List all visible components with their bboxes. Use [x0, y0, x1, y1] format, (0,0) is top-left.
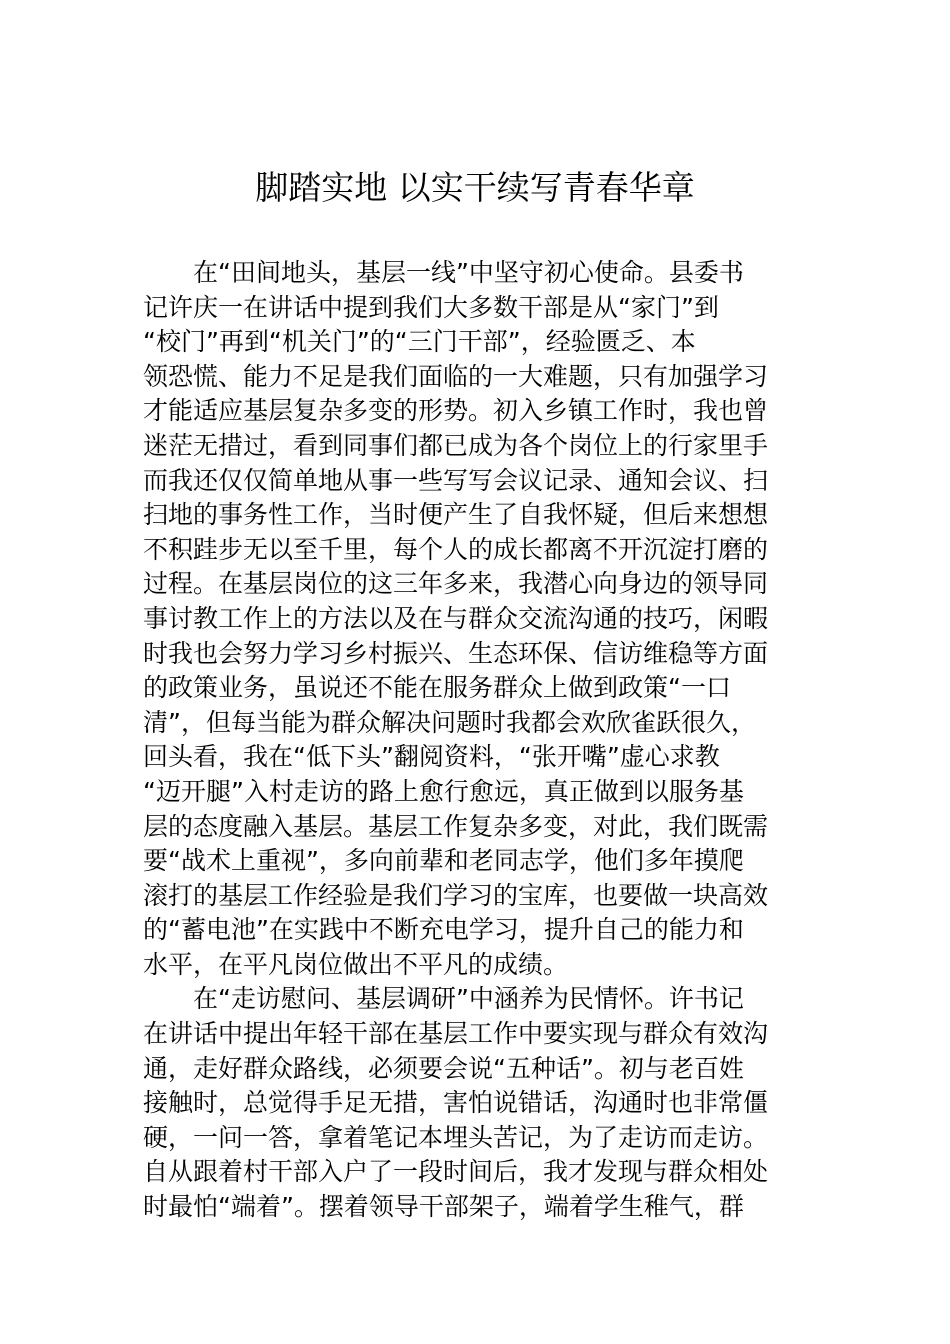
paragraph-1-line: 事讨教工作上的方法以及在与群众交流沟通的技巧，闲暇 — [143, 603, 769, 633]
document-title: 脚踏实地 以实干续写青春华章 — [255, 168, 695, 207]
paragraph-1-line: 要“战术上重视”，多向前辈和老同志学，他们多年摸爬 — [143, 846, 744, 876]
paragraph-1-line: 回头看，我在“低下头”翻阅资料，“张开嘴”虚心求教 — [143, 742, 720, 772]
paragraph-1-line: 水平，在平凡岗位做出不平凡的成绩。 — [143, 949, 569, 979]
paragraph-1-line: 的政策业务，虽说还不能在服务群众上做到政策“一口 — [143, 673, 731, 703]
paragraph-2-line: 在“走访慰问、基层调研”中涵养为民情怀。许书记 — [193, 984, 744, 1014]
paragraph-1-line: “迈开腿”入村走访的路上愈行愈远，真正做到以服务基 — [143, 776, 744, 806]
paragraph-2-line: 在讲话中提出年轻干部在基层工作中要实现与群众有效沟 — [143, 1019, 769, 1049]
paragraph-1-line: 层的态度融入基层。基层工作复杂多变，对此，我们既需 — [143, 811, 769, 841]
paragraph-1-line: 迷茫无措过，看到同事们都已成为各个岗位上的行家里手 — [143, 430, 769, 460]
paragraph-1-line: 领恐慌、能力不足是我们面临的一大难题，只有加强学习 — [143, 361, 769, 391]
paragraph-1-line: 不积跬步无以至千里，每个人的成长都离不开沉淀打磨的 — [143, 534, 769, 564]
paragraph-1-line: 过程。在基层岗位的这三年多来，我潜心向身边的领导同 — [143, 569, 769, 599]
paragraph-1-line: 滚打的基层工作经验是我们学习的宝库，也要做一块高效 — [143, 880, 769, 910]
paragraph-1-line: 而我还仅仅简单地从事一些写写会议记录、通知会议、扫 — [143, 465, 769, 495]
paragraph-1-line: 在“田间地头，基层一线”中坚守初心使命。县委书 — [193, 258, 744, 287]
paragraph-1-line: 才能适应基层复杂多变的形势。初入乡镇工作时，我也曾 — [143, 396, 769, 426]
paragraph-2-line: 自从跟着村干部入户了一段时间后，我才发现与群众相处 — [143, 1157, 769, 1187]
paragraph-2-line: 通，走好群众路线，必须要会说“五种话”。初与老百姓 — [143, 1053, 744, 1083]
paragraph-1-line: “校门”再到“机关门”的“三门干部”，经验匮乏、本 — [143, 327, 696, 357]
paragraph-1-line: 时我也会努力学习乡村振兴、生态环保、信访维稳等方面 — [143, 638, 769, 668]
paragraph-1-line: 扫地的事务性工作，当时便产生了自我怀疑，但后来想想 — [143, 500, 769, 530]
paragraph-2-line: 硬，一问一答，拿着笔记本埋头苦记，为了走访而走访。 — [143, 1122, 769, 1152]
paragraph-2-line: 接触时，总觉得手足无措，害怕说错话，沟通时也非常僵 — [143, 1088, 769, 1118]
paragraph-1-line: 记许庆一在讲话中提到我们大多数干部是从“家门”到 — [143, 292, 719, 322]
paragraph-1-line: 的“蓄电池”在实践中不断充电学习，提升自己的能力和 — [143, 915, 744, 945]
paragraph-2-line: 时最怕“端着”。摆着领导干部架子，端着学生稚气，群 — [143, 1192, 744, 1222]
paragraph-1-line: 清”，但每当能为群众解决问题时我都会欢欣雀跃很久， — [143, 707, 756, 737]
document-body — [143, 256, 823, 1225]
